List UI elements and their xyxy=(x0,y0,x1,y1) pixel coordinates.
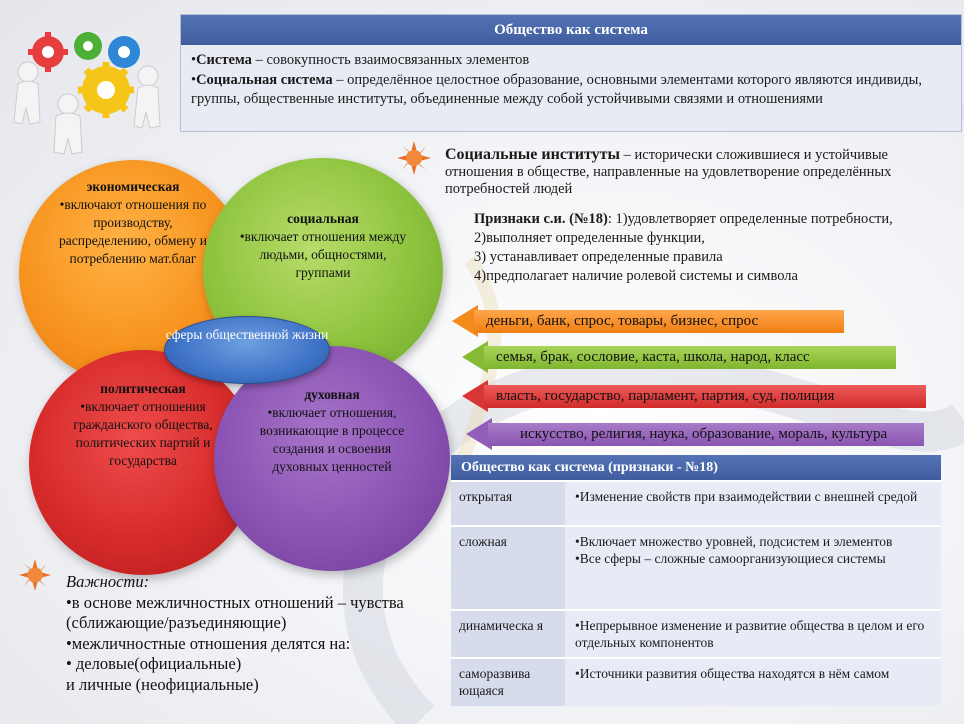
arrow-spiritual-institutes xyxy=(466,423,924,446)
importance-line-1: •в основе межличностных отношений – чувства (сближающие/разъединяющие) xyxy=(66,592,404,632)
social-institutes-signs xyxy=(474,210,960,286)
signs-title: Признаки с.и. (№18) xyxy=(474,211,608,227)
sphere-spiritual-text: •включает отношения, возникающие в процессе создания и освоения духовных ценностей xyxy=(259,405,405,474)
social-institutes-term: Социальные институты xyxy=(445,146,620,163)
table-value xyxy=(565,658,941,706)
table-value-line: •Непрерывное изменение и развитие общества в целом и его отдельных компонентов xyxy=(575,618,925,650)
table-value xyxy=(565,526,941,610)
table-value-line: •Включает множество уровней, подсистем и элементов xyxy=(575,534,893,549)
arrow-economic-institutes xyxy=(452,310,844,333)
arrow-political-institutes xyxy=(462,385,926,408)
arrow-spiritual-label: искусство, религия, наука, образование, мораль, культура xyxy=(488,423,924,446)
society-system-table xyxy=(451,455,941,706)
sphere-economic-text: •включают отношения по производству, распределению, обмену и потреблению мат.благ xyxy=(59,197,207,266)
sign-2: 2)выполняет определенные функции, xyxy=(474,230,705,246)
signs-line-1 xyxy=(474,210,960,229)
definition-social-system-term: Социальная система xyxy=(196,72,333,88)
arrow-economic-label: деньги, банк, спрос, товары, бизнес, спрос xyxy=(474,310,844,333)
header-definitions-box xyxy=(180,14,962,132)
header-title: Общество как система xyxy=(181,15,961,45)
importance-line-2: •межличностные отношения делятся на: xyxy=(66,633,351,653)
importance-title: Важности: xyxy=(66,572,150,591)
table-header-row xyxy=(451,455,941,481)
sphere-political-text: •включает отношения гражданского общества, политических партий и государства xyxy=(73,399,213,468)
table-key: открытая xyxy=(451,481,565,526)
definition-system-term: Система xyxy=(196,52,252,68)
arrow-social-label: семья, брак, сословие, каста, школа, народ, класс xyxy=(484,346,896,369)
sun-star-icon xyxy=(18,558,52,592)
definition-social-system: •Социальная система – определённое целостное образование, основными элементами которого являются индивиды, группы, общественные институты, объединенные между собой устойчивыми связями и отношениями xyxy=(191,72,922,107)
sign-3: 3) устанавливает определенные правила xyxy=(474,249,723,265)
table-value-line: •Источники развития общества находятся в нём самом xyxy=(575,666,890,681)
sphere-economic-title: экономическая xyxy=(86,179,180,194)
spheres-center-label: сферы общественной жизни xyxy=(164,316,330,384)
table-key: сложная xyxy=(451,526,565,610)
definition-system-text: – совокупность взаимосвязанных элементов xyxy=(251,52,530,68)
sphere-social-text: •включает отношения между людьми, общностями, группами xyxy=(239,229,407,280)
social-institutes-text: – исторически сложившиеся и устойчивые отношения в обществе, направленные на удовлетворение определённых потребностей людей xyxy=(445,147,892,197)
sign-4: 4)предполагает наличие ролевой системы и символа xyxy=(474,268,798,284)
sign-1: : 1)удовлетворяет определенные потребности, xyxy=(607,211,893,227)
table-row xyxy=(451,526,941,610)
table-value xyxy=(565,481,941,526)
table-title: Общество как система (признаки - №18) xyxy=(451,455,941,481)
table-row xyxy=(451,658,941,706)
importance-line-3: • деловые(официальные) xyxy=(66,654,242,673)
arrow-social-institutes xyxy=(462,346,896,369)
table-key: саморазвива ющаяся xyxy=(451,658,565,706)
header-body xyxy=(181,45,961,109)
table-key: динамическа я xyxy=(451,610,565,658)
sphere-spiritual-title: духовная xyxy=(304,387,360,402)
importance-block xyxy=(66,572,426,695)
table-row xyxy=(451,481,941,526)
sphere-political-title: политическая xyxy=(100,381,186,396)
definition-social-system-text: – определённое целостное образование, основными элементами которого являются индивиды, группы, общественные институты, объединенные между собой устойчивыми связями и отношениями xyxy=(191,72,922,107)
importance-line-4: и личные (неофициальные) xyxy=(66,674,259,694)
arrow-political-label: власть, государство, парламент, партия, суд, полиция xyxy=(484,385,926,408)
gears-illustration xyxy=(8,12,178,162)
sun-star-icon xyxy=(396,140,432,176)
table-value xyxy=(565,610,941,658)
table-value-line: •Все сферы – сложные самоорганизующиеся системы xyxy=(575,551,886,566)
table-row xyxy=(451,610,941,658)
table-value-line: •Изменение свойств при взаимодействии с внешней средой xyxy=(575,489,918,504)
social-institutes-definition xyxy=(445,146,955,198)
sphere-social-title: социальная xyxy=(287,211,359,226)
definition-system: •Система – совокупность взаимосвязанных элементов xyxy=(191,52,530,68)
